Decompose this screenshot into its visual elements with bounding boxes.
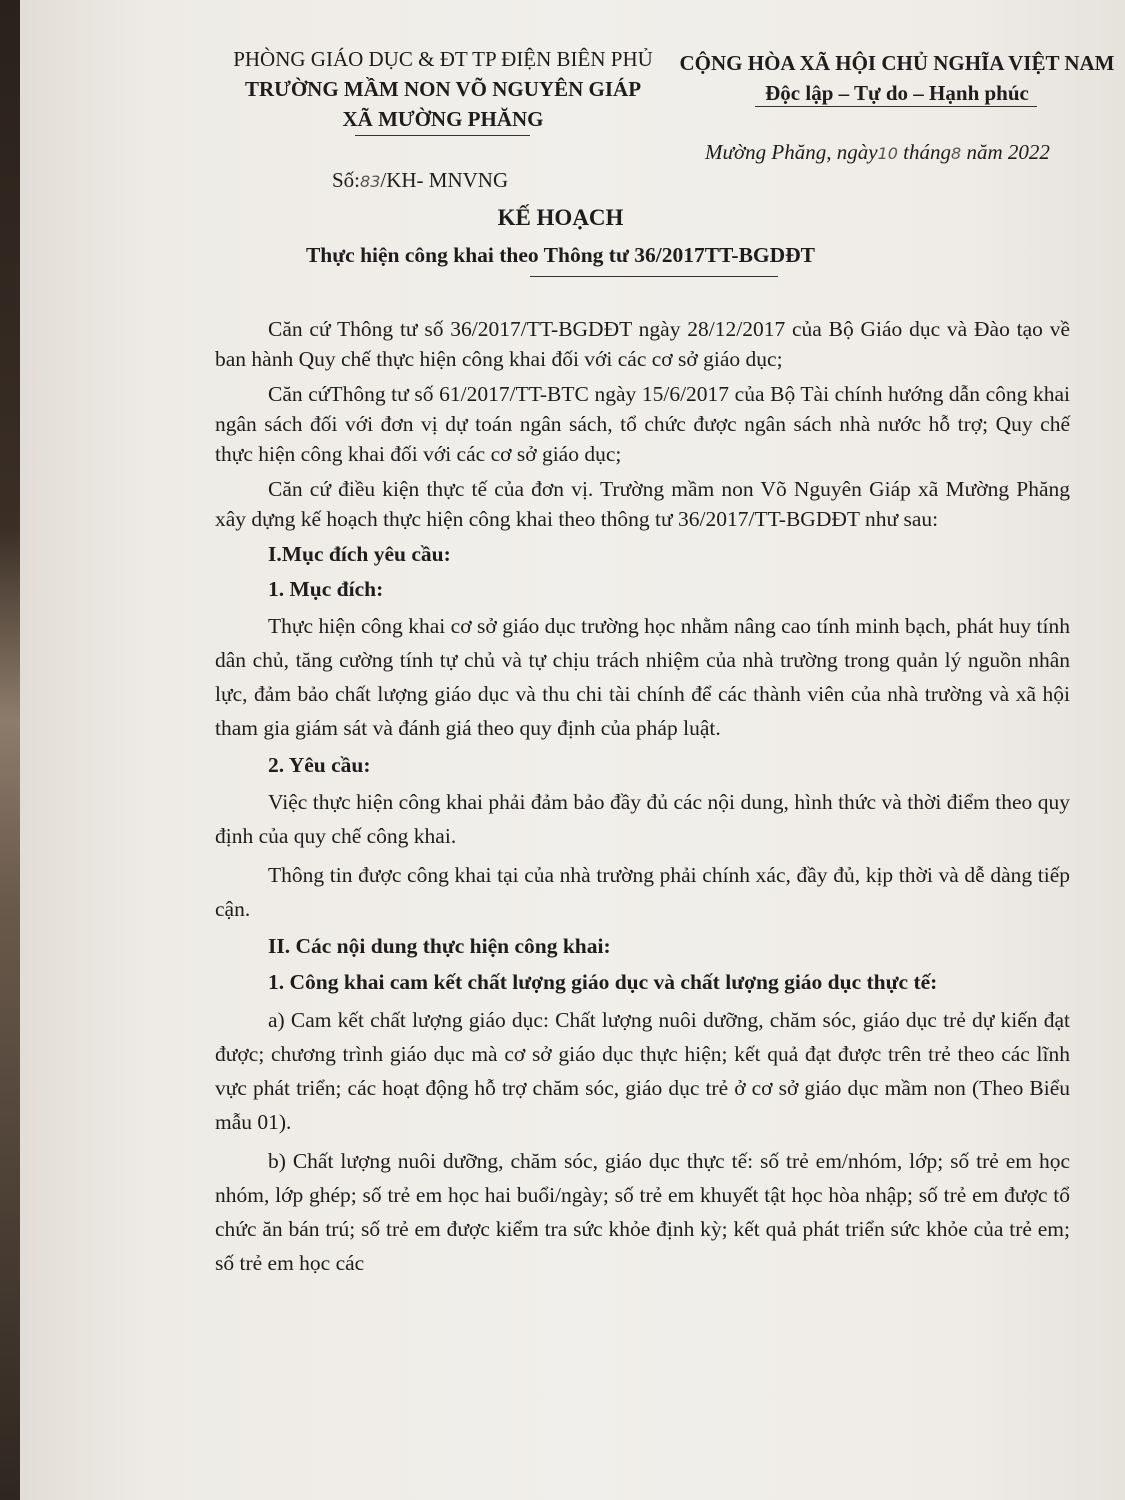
date-year: năm 2022 [966, 140, 1050, 164]
heading-section-1: I.Mục đích yêu cầu: [268, 542, 451, 566]
paragraph-legal-basis-2: Căn cứThông tư số 61/2017/TT-BTC ngày 15/6/2017 của Bộ Tài chính hướng dẫn công khai ngân sách đối với đơn vị dự toán ngân sách, tổ chức được ngân sách nhà nước hỗ trợ; Quy chế thực hiện công khai đối với các cơ sở giáo dục; [215, 382, 1070, 466]
paragraph-commitment-b: b) Chất lượng nuôi dưỡng, chăm sóc, giáo dục thực tế: số trẻ em/nhóm, lớp; số trẻ em học nhóm, lớp ghép; số trẻ em học hai buổi/ngày; số trẻ em khuyết tật học hòa nhập; số trẻ em được tổ chức ăn bán trú; số trẻ em được kiểm tra sức khỏe định kỳ; kết quả phát triển sức khỏe của trẻ em; số trẻ em học các [215, 1149, 1070, 1275]
paragraph-requirement-1: Việc thực hiện công khai phải đảm bảo đầy đủ các nội dung, hình thức và thời điểm theo quy định của quy chế công khai. [215, 790, 1070, 848]
date-line [705, 140, 1050, 165]
header-commune: XÃ MƯỜNG PHĂNG [342, 107, 544, 131]
heading-section-2: II. Các nội dung thực hiện công khai: [268, 934, 611, 958]
header-left [208, 44, 678, 134]
header-right-underline [755, 106, 1037, 107]
header-country: CỘNG HÒA XÃ HỘI CHỦ NGHĨA VIỆT NAM [679, 51, 1115, 75]
date-prefix: Mường Phăng, ngày [705, 140, 878, 164]
document-subtitle: Thực hiện công khai theo Thông tư 36/2017TT-BGDĐT [305, 243, 816, 267]
header-school: TRƯỜNG MẦM NON VÕ NGUYÊN GIÁP [244, 77, 642, 101]
heading-requirements: 2. Yêu cầu: [268, 753, 371, 777]
header-right [662, 48, 1125, 108]
date-month: 8 [951, 144, 962, 163]
header-department: PHÒNG GIÁO DỤC & ĐT TP ĐIỆN BIÊN PHỦ [233, 47, 653, 71]
doc-number-prefix: Số: [332, 168, 361, 192]
paragraph-requirement-2: Thông tin được công khai tại của nhà trường phải chính xác, đầy đủ, kịp thời và dễ dàng tiếp cận. [215, 863, 1070, 921]
paragraph-legal-basis-3: Căn cứ điều kiện thực tế của đơn vị. Trường mầm non Võ Nguyên Giáp xã Mường Phăng xây dựng kế hoạch thực hiện công khai theo thông tư 36/2017/TT-BGDĐT như sau: [215, 477, 1070, 531]
paragraph-commitment-a: a) Cam kết chất lượng giáo dục: Chất lượng nuôi dưỡng, chăm sóc, giáo dục trẻ dự kiến đạt được; chương trình giáo dục mà cơ sở giáo dục thực hiện; kết quả đạt được trên trẻ theo các lĩnh vực phát triển; các hoạt động hỗ trợ chăm sóc, giáo dục trẻ ở cơ sở giáo dục mầm non (Theo Biểu mẫu 01). [215, 1008, 1070, 1134]
heading-purpose: 1. Mục đích: [268, 577, 384, 601]
paragraph-purpose: Thực hiện công khai cơ sở giáo dục trường học nhằm nâng cao tính minh bạch, phát huy tính dân chủ, tăng cường tính tự chủ và tự chịu trách nhiệm của nhà trường trong quản lý nguồn nhân lực, đảm bảo chất lượng giáo dục và thu chi tài chính để các thành viên của nhà trường và xã hội tham gia giám sát và đánh giá theo quy định của pháp luật. [215, 614, 1070, 740]
heading-quality-commitment: 1. Công khai cam kết chất lượng giáo dục và chất lượng giáo dục thực tế: [268, 970, 938, 994]
paragraph-legal-basis-1: Căn cứ Thông tư số 36/2017/TT-BGDĐT ngày 28/12/2017 của Bộ Giáo dục và Đào tạo về ban hành Quy chế thực hiện công khai đối với các cơ sở giáo dục; [215, 317, 1070, 371]
date-month-label: tháng [903, 140, 952, 164]
doc-number-suffix: /KH- MNVNG [380, 168, 509, 192]
document-title: KẾ HOẠCH [497, 205, 624, 230]
subtitle-underline [530, 276, 778, 277]
header-motto: Độc lập – Tự do – Hạnh phúc [765, 81, 1029, 105]
document-number [332, 168, 508, 193]
document-body [215, 314, 1070, 1285]
date-day: 10 [877, 144, 898, 163]
header-left-underline [355, 135, 530, 136]
document-page [20, 0, 1125, 1500]
doc-number-value: 83 [360, 172, 381, 191]
